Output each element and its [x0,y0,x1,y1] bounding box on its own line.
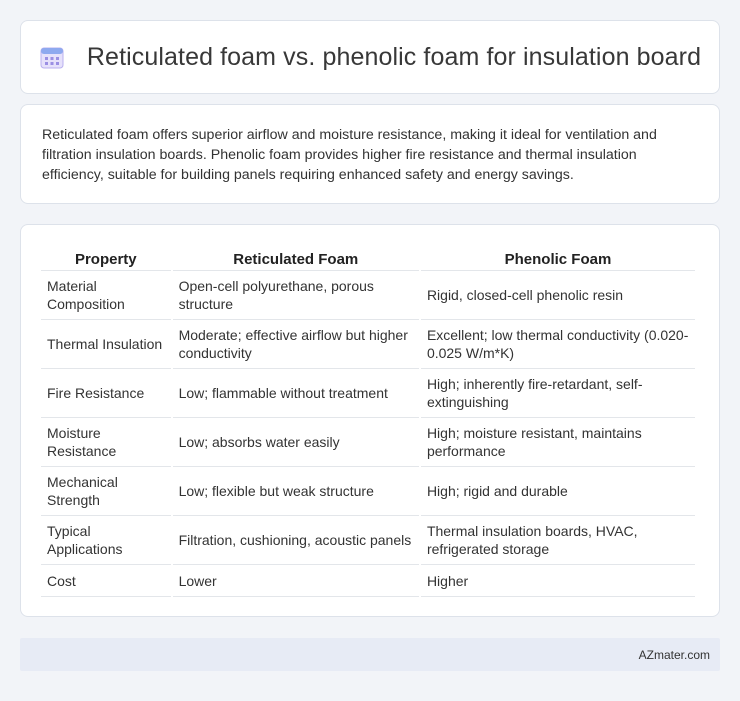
header-card [20,20,720,94]
table-row [41,369,695,418]
footer [20,638,720,671]
cell-reticulated: Low; flammable without treatment [173,369,419,418]
cell-property: Mechanical Strength [41,467,171,516]
cell-property: Typical Applications [41,516,171,565]
table-header-row [41,245,695,271]
table-row [41,516,695,565]
table-row [41,467,695,516]
cell-property: Moisture Resistance [41,418,171,467]
table-row [41,418,695,467]
cell-phenolic: Rigid, closed-cell phenolic resin [421,271,695,320]
page-title: Reticulated foam vs. phenolic foam for insulation board [86,42,702,71]
summary-text: Reticulated foam offers superior airflow and moisture resistance, making it ideal for ventilation and filtration insulation boards. Phenolic foam provides higher fire resistance and thermal insulation efficiency, suitable for building panels requiring enhanced safety and energy savings. [42,127,657,183]
cell-property: Thermal Insulation [41,320,171,369]
cell-property: Material Composition [41,271,171,320]
header-property: Property [41,245,171,271]
comparison-table-card [20,224,720,617]
cell-reticulated: Low; flexible but weak structure [173,467,419,516]
cell-phenolic: High; moisture resistant, maintains performance [421,418,695,467]
table-row [41,320,695,369]
header-reticulated-foam: Reticulated Foam [173,245,419,271]
cell-phenolic: Thermal insulation boards, HVAC, refrigerated storage [421,516,695,565]
cell-reticulated: Low; absorbs water easily [173,418,419,467]
cell-reticulated: Filtration, cushioning, acoustic panels [173,516,419,565]
table-row [41,565,695,597]
cell-reticulated: Open-cell polyurethane, porous structure [173,271,419,320]
summary-card [20,104,720,204]
cell-reticulated: Moderate; effective airflow but higher conductivity [173,320,419,369]
header-phenolic-foam: Phenolic Foam [421,245,695,271]
calendar-icon [39,44,65,70]
cell-phenolic: Excellent; low thermal conductivity (0.020-0.025 W/m*K) [421,320,695,369]
cell-property: Cost [41,565,171,597]
cell-property: Fire Resistance [41,369,171,418]
comparison-table [39,245,697,597]
footer-site-link[interactable]: AZmater.com [638,647,710,662]
cell-phenolic: High; rigid and durable [421,467,695,516]
cell-reticulated: Lower [173,565,419,597]
cell-phenolic: High; inherently fire-retardant, self-extinguishing [421,369,695,418]
table-row [41,271,695,320]
cell-phenolic: Higher [421,565,695,597]
